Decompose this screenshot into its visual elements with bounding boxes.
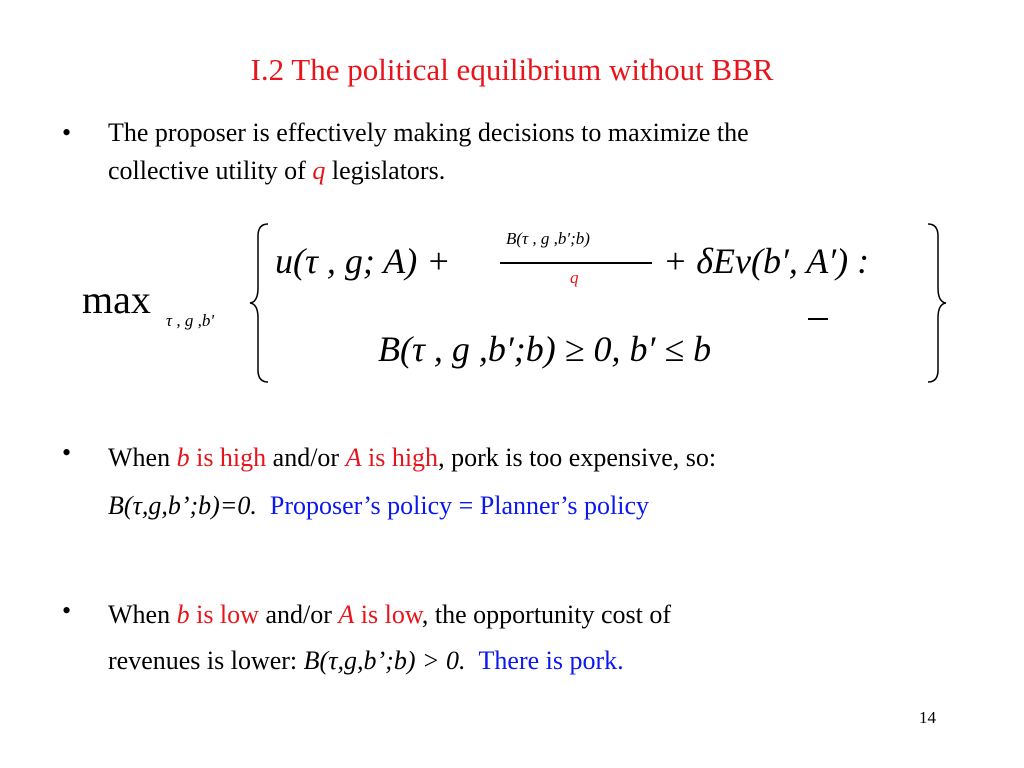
bullet-1-line2-post: legislators. bbox=[325, 156, 446, 185]
left-brace bbox=[248, 222, 270, 384]
var-b: b bbox=[176, 443, 190, 472]
andor-label: and/or bbox=[266, 443, 346, 472]
bullet-1-line2-pre: collective utility of bbox=[108, 156, 313, 185]
pork-statement: There is pork. bbox=[478, 646, 624, 675]
policy-statement: Proposer’s policy = Planner’s policy bbox=[269, 491, 649, 520]
bullet-marker: • bbox=[62, 596, 72, 625]
bullet-marker: • bbox=[62, 118, 72, 147]
var-q: q bbox=[312, 156, 326, 185]
b-overbar bbox=[808, 318, 828, 320]
formula-row1-right: + δEv(b′, A′) : bbox=[663, 241, 870, 281]
right-brace bbox=[926, 222, 948, 384]
fraction-numerator: B(τ , g ,b′;b) bbox=[506, 229, 590, 248]
fraction-bar bbox=[500, 262, 652, 264]
max-operator: max bbox=[82, 277, 151, 322]
formula-row2: B(τ , g ,b′;b) ≥ 0, b′ ≤ b bbox=[378, 329, 712, 369]
fraction-denominator: q bbox=[570, 268, 579, 287]
andor-label: and/or bbox=[258, 600, 339, 629]
when-label: When bbox=[108, 443, 177, 472]
bullet-2-rest: , pork is too expensive, so: bbox=[438, 443, 717, 472]
var-A: A bbox=[345, 443, 362, 472]
is-low-label: is low bbox=[189, 600, 259, 629]
bullet-3-text bbox=[108, 592, 988, 684]
bullet-2-text bbox=[108, 434, 988, 530]
when-label: When bbox=[108, 600, 177, 629]
slide-title: I.2 The political equilibrium without BBR bbox=[250, 52, 774, 87]
var-b: b bbox=[176, 600, 190, 629]
bullet-3-rest: , the opportunity cost of bbox=[421, 600, 672, 629]
bullet-1-line1: The proposer is effectively making decisions to maximize the bbox=[108, 118, 749, 147]
formula-row1-left: u(τ , g; A) + bbox=[275, 241, 451, 281]
max-subscript: τ , g ,b' bbox=[166, 311, 214, 330]
constraint-expr: B(τ,g,b’;b)=0. bbox=[108, 491, 257, 520]
is-low-label-2: is low bbox=[354, 600, 422, 629]
var-A: A bbox=[338, 600, 355, 629]
constraint-expr: B(τ,g,b’;b) > 0. bbox=[303, 646, 466, 675]
bullet-3-line2-pre: revenues is lower: bbox=[108, 646, 304, 675]
is-high-label-2: is high bbox=[361, 443, 439, 472]
page-number: 14 bbox=[919, 708, 936, 727]
is-high-label: is high bbox=[189, 443, 267, 472]
bullet-marker: • bbox=[62, 438, 72, 467]
